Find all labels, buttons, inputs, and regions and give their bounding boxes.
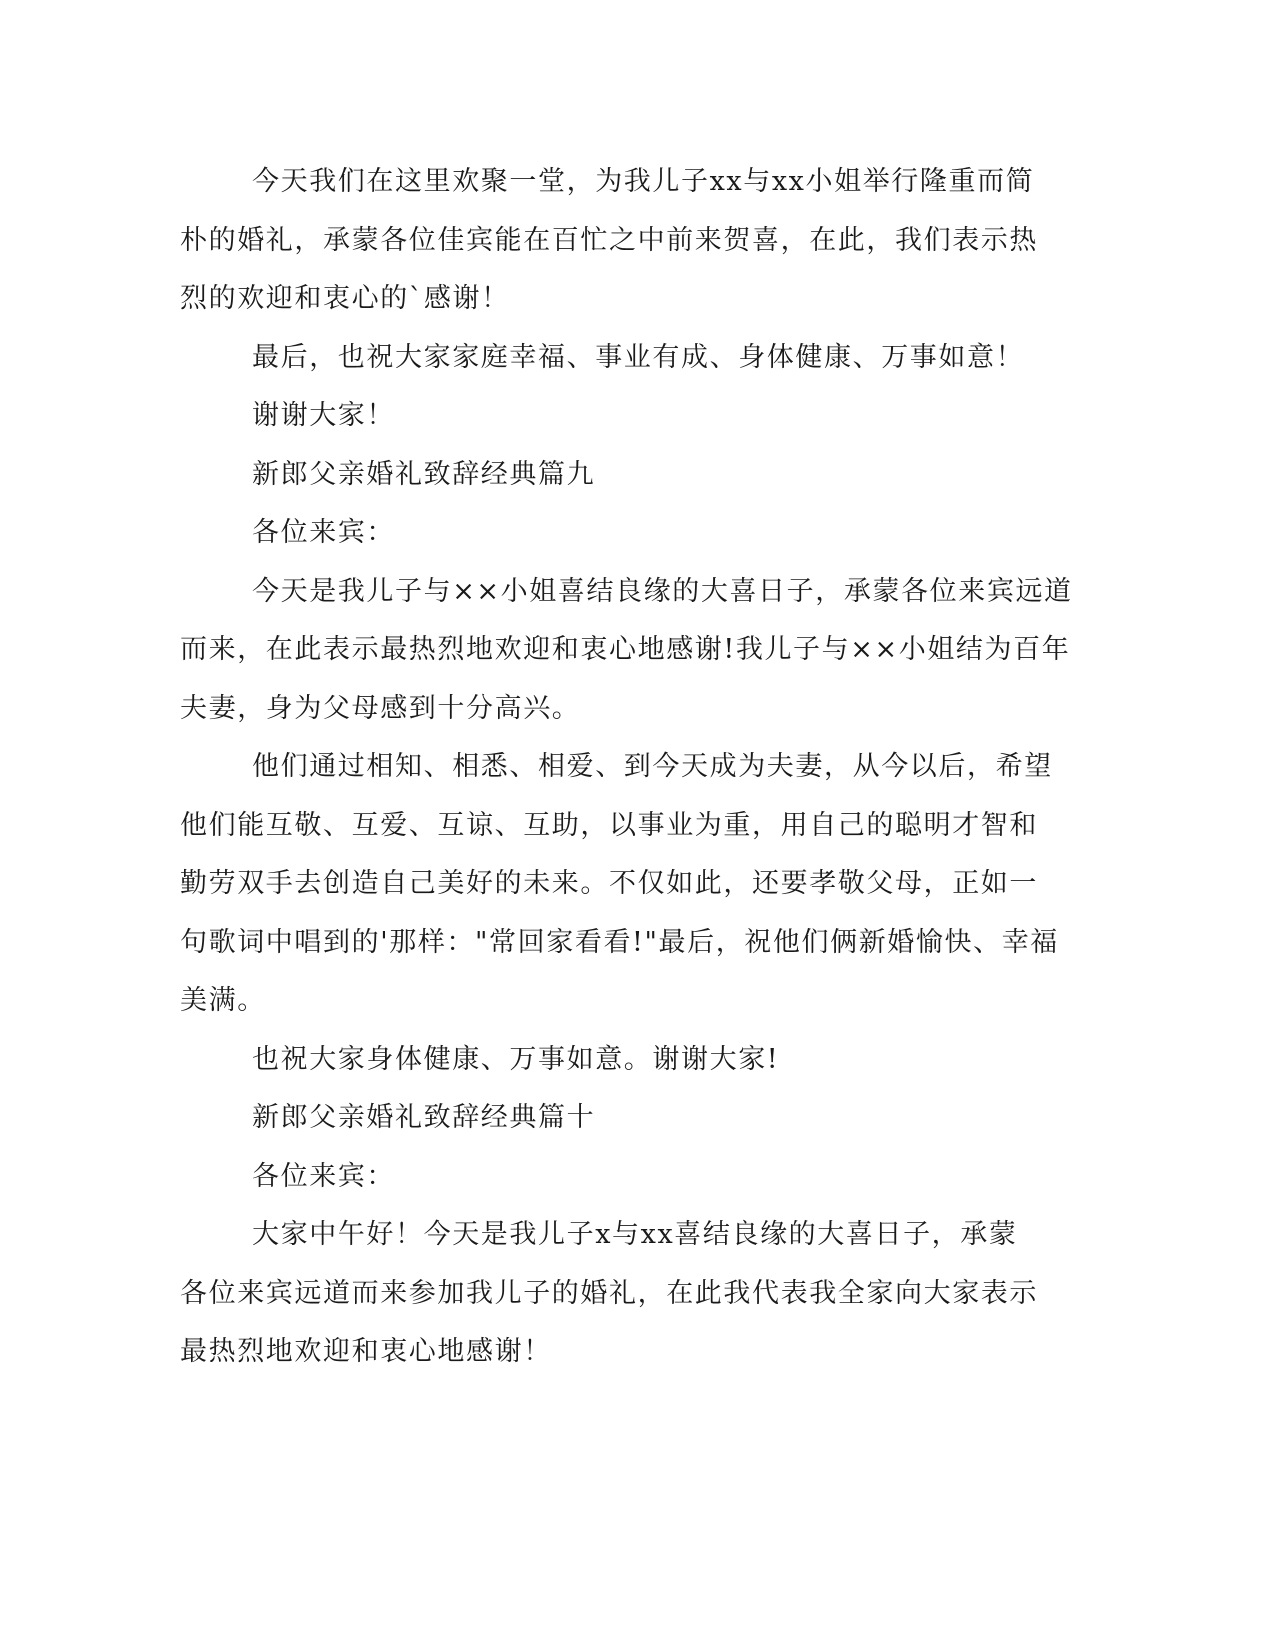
paragraph-line: 美满。	[180, 985, 266, 1016]
paragraph-line: 也祝大家身体健康、万事如意。谢谢大家!	[252, 1044, 780, 1075]
paragraph-line: 夫妻，身为父母感到十分高兴。	[180, 693, 581, 724]
paragraph-line: 最后，也祝大家家庭幸福、事业有成、身体健康、万事如意！	[252, 342, 1025, 373]
paragraph-line: 他们能互敬、互爱、互谅、互助，以事业为重，用自己的聪明才智和	[180, 810, 1038, 841]
salutation: 各位来宾：	[252, 1161, 395, 1192]
paragraph-line: 勤劳双手去创造自己美好的未来。不仅如此，还要孝敬父母，正如一	[180, 868, 1038, 899]
paragraph-line: 句歌词中唱到的'那样："常回家看看!"最后，祝他们俩新婚愉快、幸福	[180, 927, 1059, 958]
paragraph-line: 烈的欢迎和衷心的`感谢！	[180, 283, 510, 314]
section-heading: 新郎父亲婚礼致辞经典篇十	[252, 1102, 596, 1133]
paragraph-line: 今天我们在这里欢聚一堂，为我儿子xx与xx小姐举行隆重而简	[252, 166, 1035, 197]
paragraph-line: 朴的婚礼，承蒙各位佳宾能在百忙之中前来贺喜，在此，我们表示热	[180, 225, 1038, 256]
paragraph-line: 谢谢大家！	[252, 400, 395, 431]
paragraph-line: 最热烈地欢迎和衷心地感谢！	[180, 1336, 552, 1367]
paragraph-line: 大家中午好！今天是我儿子x与xx喜结良缘的大喜日子，承蒙	[252, 1219, 1018, 1250]
section-heading: 新郎父亲婚礼致辞经典篇九	[252, 459, 596, 490]
paragraph-line: 而来，在此表示最热烈地欢迎和衷心地感谢!我儿子与××小姐结为百年	[180, 634, 1071, 665]
paragraph-line: 各位来宾远道而来参加我儿子的婚礼，在此我代表我全家向大家表示	[180, 1278, 1038, 1309]
salutation: 各位来宾：	[252, 517, 395, 548]
paragraph-line: 他们通过相知、相悉、相爱、到今天成为夫妻，从今以后，希望	[252, 751, 1053, 782]
paragraph-line: 今天是我儿子与××小姐喜结良缘的大喜日子，承蒙各位来宾远道	[252, 576, 1073, 607]
